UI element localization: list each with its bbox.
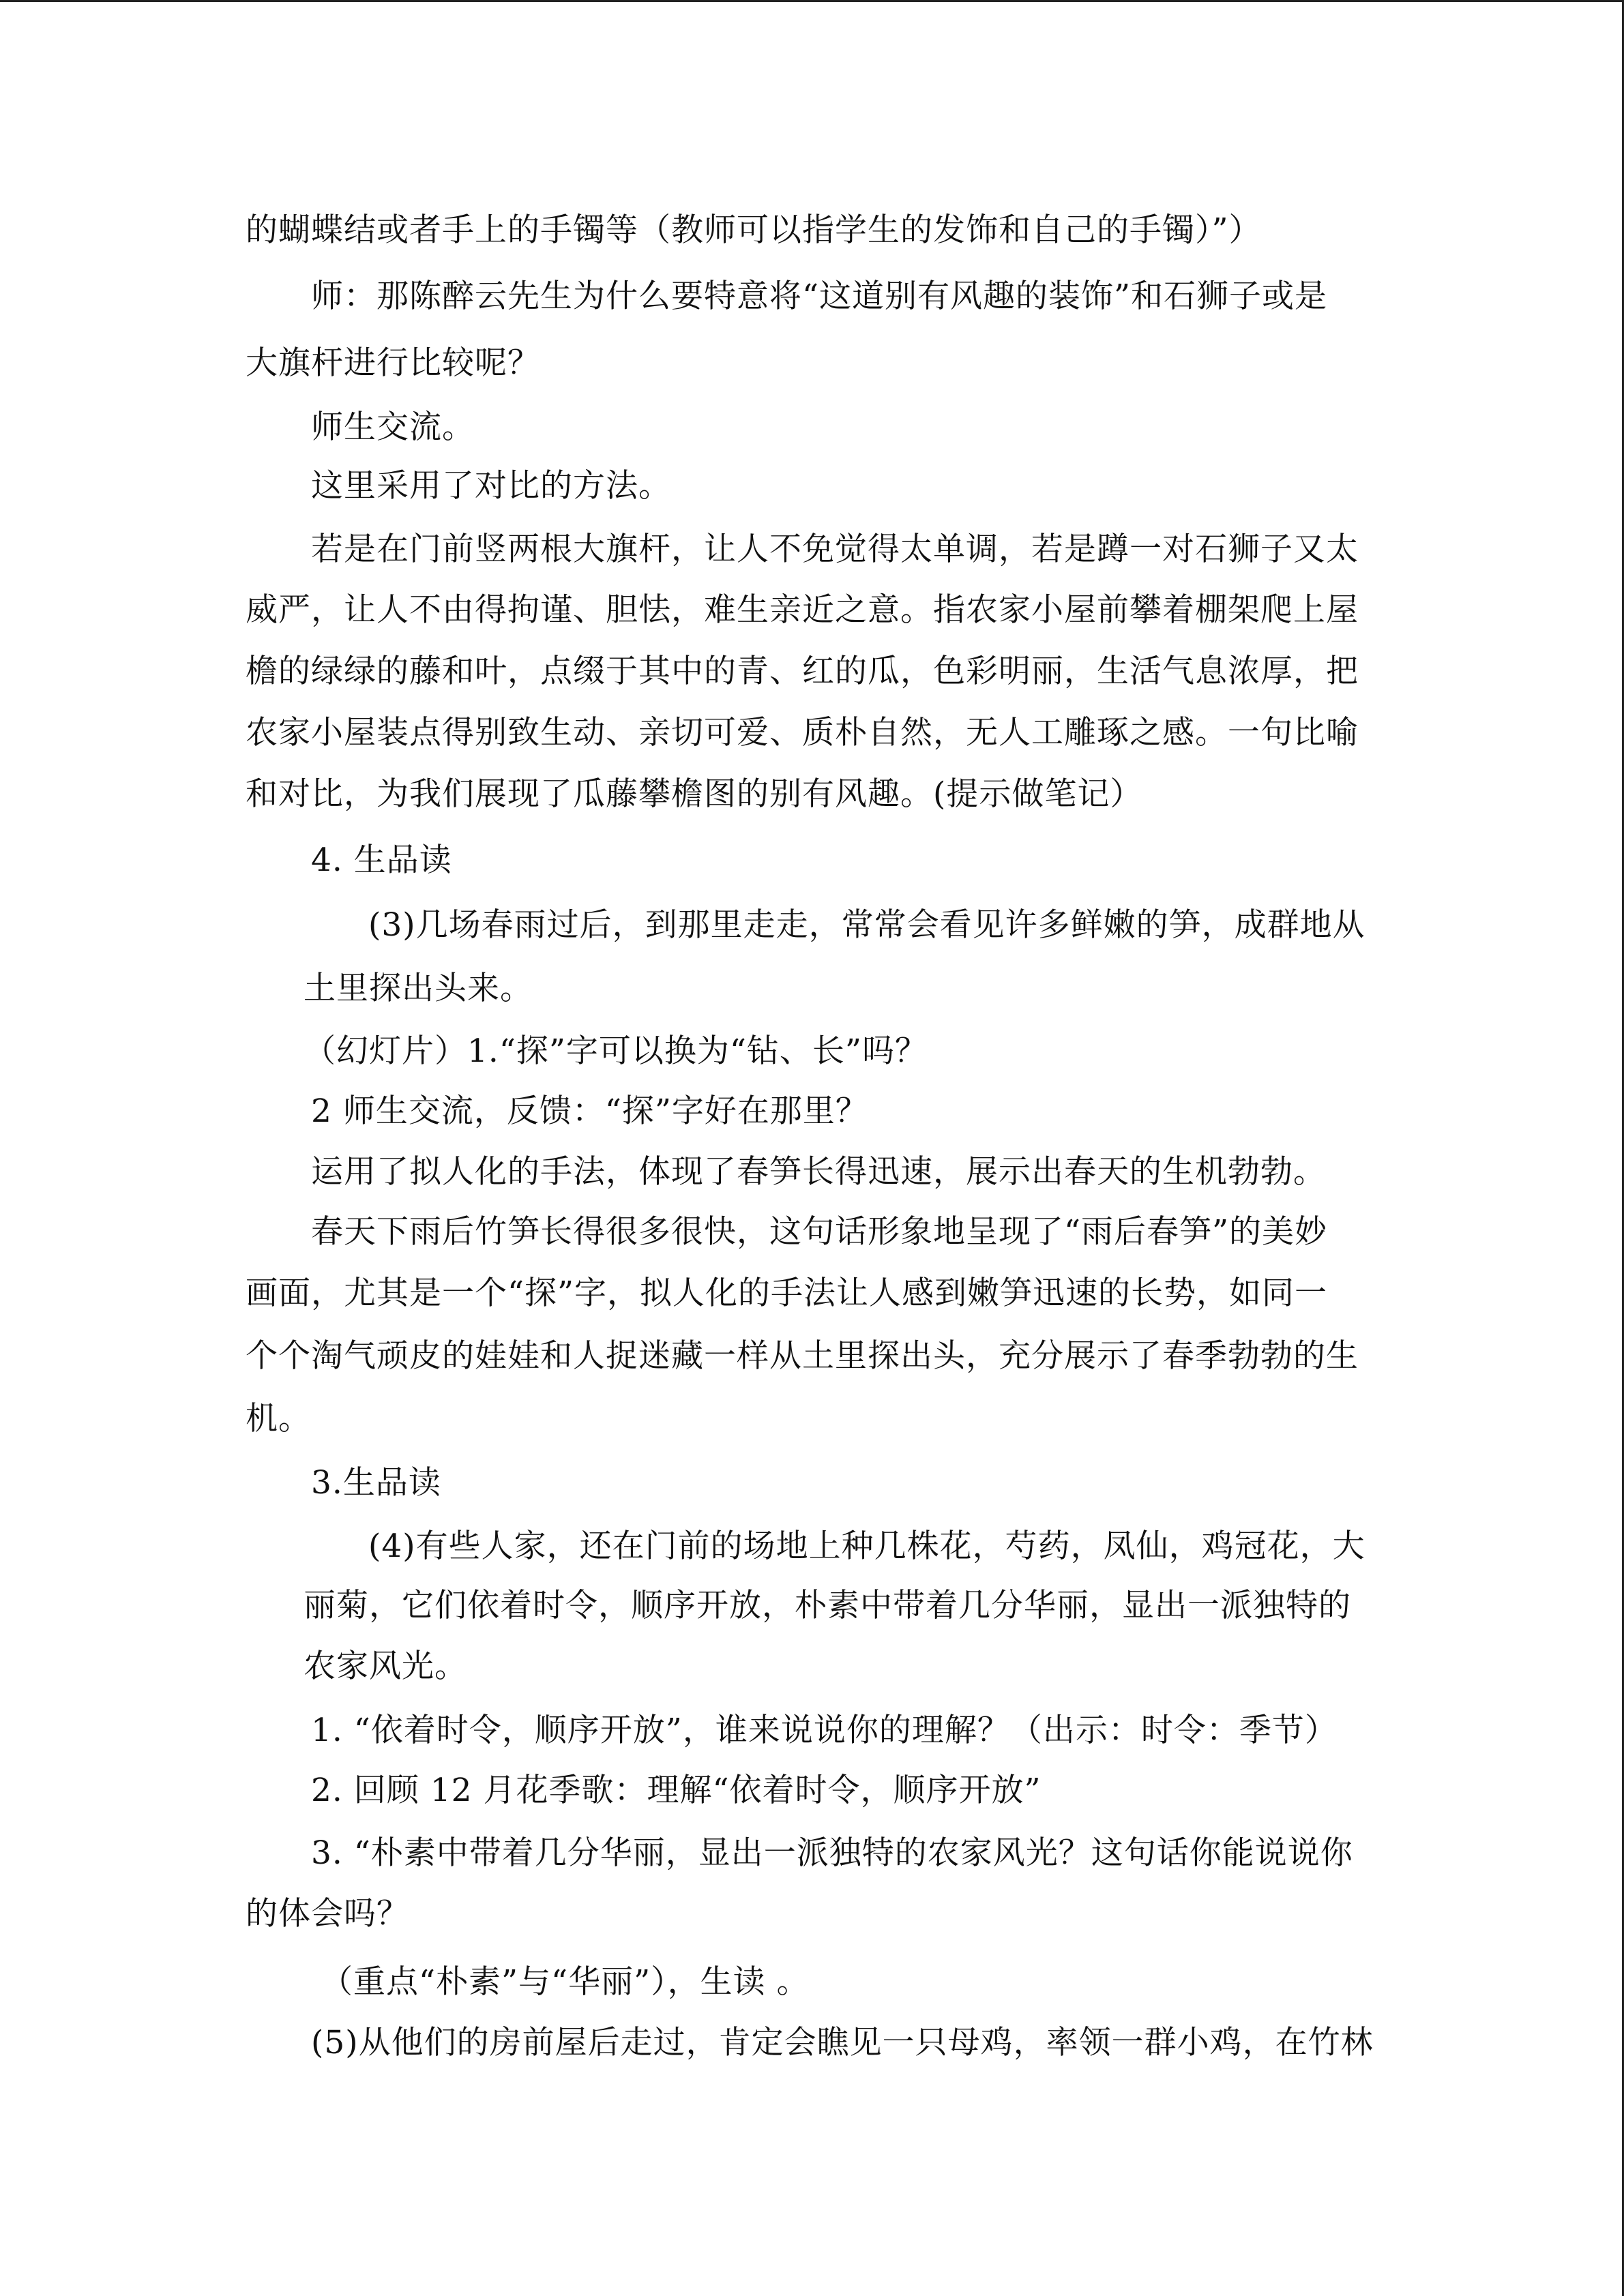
text-line: 大旗杆进行比较呢？ (246, 344, 540, 382)
text-line: 师：那陈醉云先生为什么要特意将“这道别有风趣的装饰”和石狮子或是 (311, 278, 1328, 315)
text-line: 春天下雨后竹笋长得很多很快，这句话形象地呈现了“雨后春笋”的美妙 (311, 1213, 1328, 1251)
text-line: 的体会吗？ (246, 1895, 409, 1933)
text-line: 3. “朴素中带着几分华丽，显出一派独特的农家风光？这句话你能说说你 (311, 1834, 1353, 1872)
text-line: 画面，尤其是一个“探”字，拟人化的手法让人感到嫩笋迅速的长势，如同一 (246, 1274, 1328, 1312)
text-line: 这里采用了对比的方法。 (311, 467, 671, 505)
text-line: 农家风光。 (304, 1648, 467, 1685)
text-line: 1. “依着时令，顺序开放”，谁来说说你的理解？（出示：时令：季节） (311, 1712, 1338, 1749)
text-line: 机。 (246, 1400, 311, 1437)
text-line: 丽菊，它们依着时令，顺序开放，朴素中带着几分华丽，显出一派独特的 (304, 1587, 1351, 1624)
text-line: 土里探出头来。 (304, 970, 533, 1007)
text-line: 农家小屋装点得别致生动、亲切可爱、质朴自然，无人工雕琢之感。一句比喻 (246, 714, 1359, 751)
text-line: 3.生品读 (311, 1464, 441, 1502)
text-line: 2. 回顾 12 月花季歌：理解“依着时令，顺序开放” (311, 1772, 1042, 1809)
text-line: 威严，让人不由得拘谨、胆怯，难生亲近之意。指农家小屋前攀着棚架爬上屋 (246, 591, 1359, 629)
text-line: (4)有些人家，还在门前的场地上种几株花，芍药，凤仙，鸡冠花，大 (368, 1527, 1365, 1565)
text-line: （幻灯片）1.“探”字可以换为“钻、长”吗？ (304, 1032, 928, 1070)
text-line: （重点“朴素”与“华丽”），生读 。 (321, 1963, 810, 2001)
text-line: 和对比，为我们展现了瓜藤攀檐图的别有风趣。(提示做笔记） (246, 775, 1143, 813)
text-line: 个个淘气顽皮的娃娃和人捉迷藏一样从土里探出头，充分展示了春季勃勃的生 (246, 1337, 1359, 1375)
text-line: 若是在门前竖两根大旗杆，让人不免觉得太单调，若是蹲一对石狮子又太 (311, 531, 1359, 568)
text-line: 4. 生品读 (311, 841, 452, 879)
text-line: 2 师生交流，反馈：“探”字好在那里？ (311, 1092, 868, 1130)
text-line: 的蝴蝶结或者手上的手镯等（教师可以指学生的发饰和自己的手镯）”） (246, 211, 1262, 249)
text-line: (3)几场春雨过后，到那里走走，常常会看见许多鲜嫩的笋，成群地从 (368, 906, 1365, 944)
text-line: 运用了拟人化的手法，体现了春笋长得迅速，展示出春天的生机勃勃。 (311, 1153, 1326, 1191)
text-line: 檐的绿绿的藤和叶，点缀于其中的青、红的瓜，色彩明丽，生活气息浓厚，把 (246, 653, 1359, 690)
text-line: 师生交流。 (311, 408, 475, 446)
text-line: (5)从他们的房前屋后走过，肯定会瞧见一只母鸡，率领一群小鸡，在竹林 (311, 2024, 1374, 2061)
